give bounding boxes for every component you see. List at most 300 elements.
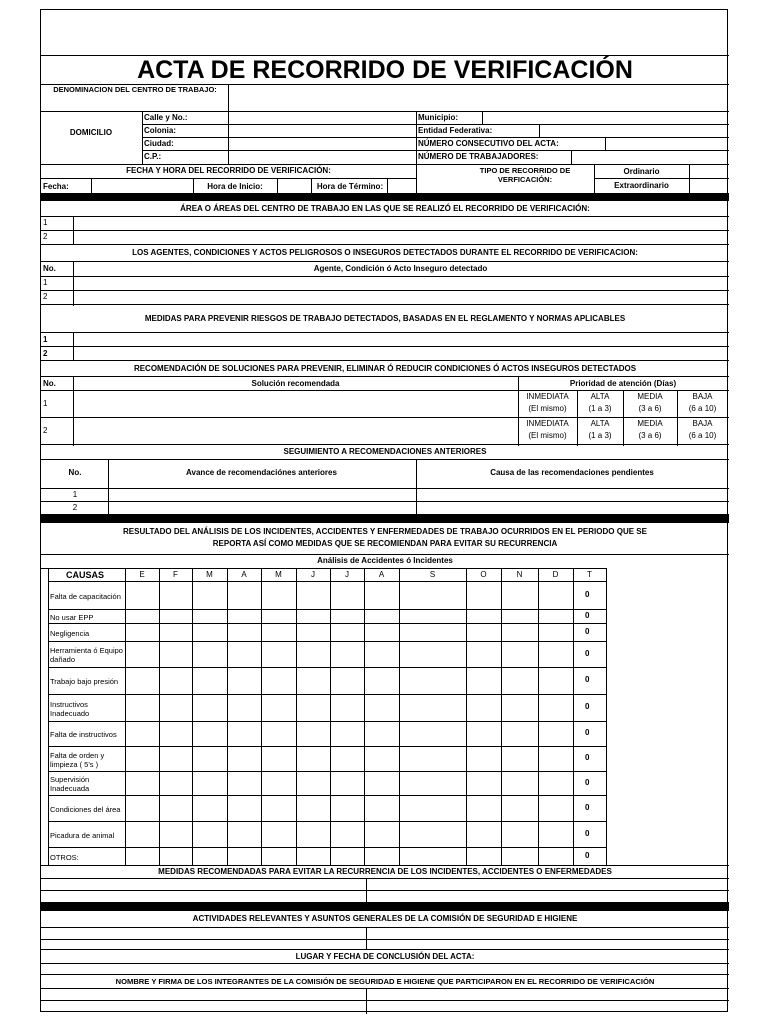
resultado-heading: RESULTADO DEL ANÁLISIS DE LOS INCIDENTES, ACCIDENTES Y ENFERMEDADES DE TRABAJO OCURRIDOS EN EL PERIODO QUE SE: [123, 527, 647, 536]
causa-month-cell[interactable]: [228, 624, 260, 640]
causa-month-cell[interactable]: [160, 722, 191, 745]
causa-month-cell[interactable]: [502, 848, 537, 864]
causa-month-cell[interactable]: [297, 722, 329, 745]
causa-month-cell[interactable]: [331, 722, 363, 745]
month-header: O: [480, 570, 487, 579]
causa-month-cell[interactable]: [539, 772, 572, 794]
month-header: F: [173, 570, 178, 579]
causa-month-cell[interactable]: [502, 668, 537, 693]
header-label: NÚMERO DE TRABAJADORES:: [418, 152, 539, 161]
causa-month-cell[interactable]: [262, 624, 295, 640]
label-denominacion: DENOMINACION DEL CENTRO DE TRABAJO:: [53, 85, 217, 94]
grid-line: [73, 261, 74, 306]
actividades-input[interactable]: [367, 940, 727, 948]
month-header: E: [139, 570, 145, 579]
causa-month-cell[interactable]: [467, 695, 500, 720]
causa-month-cell[interactable]: [297, 822, 329, 846]
grid-line: [142, 111, 143, 165]
agente-input[interactable]: [74, 291, 727, 303]
causa-month-cell[interactable]: [297, 747, 329, 770]
causa-month-cell[interactable]: [365, 822, 398, 846]
causa-month-cell[interactable]: [400, 695, 465, 720]
month-header: J: [311, 570, 315, 579]
grid-line: [41, 974, 729, 975]
causa-month-cell[interactable]: [228, 610, 260, 622]
causa-month-cell[interactable]: [400, 624, 465, 640]
row-number: 2: [72, 503, 78, 512]
causa-month-cell[interactable]: [126, 610, 158, 622]
causa-month-cell[interactable]: [467, 582, 500, 608]
causa-month-cell[interactable]: [400, 772, 465, 794]
causa-month-cell[interactable]: [193, 822, 226, 846]
priority-range: (3 a 6): [638, 431, 662, 440]
causa-month-cell[interactable]: [365, 772, 398, 794]
causa-month-cell[interactable]: [228, 668, 260, 693]
causa-month-cell[interactable]: [193, 610, 226, 622]
causa-month-cell[interactable]: [331, 747, 363, 770]
causa-month-cell[interactable]: [331, 610, 363, 622]
grid-line: [73, 332, 74, 361]
causa-month-cell[interactable]: [160, 796, 191, 820]
causa-month-cell[interactable]: [365, 722, 398, 745]
grid-line: [577, 390, 578, 446]
causa-month-cell[interactable]: [400, 642, 465, 666]
firmas-heading: NOMBRE Y FIRMA DE LOS INTEGRANTES DE LA COMISIÓN DE SEGURIDAD E HIGIENE QUE PARTICIPARON EN EL RECORRIDO DE VERIFICACIÓN: [115, 977, 655, 986]
section-divider-bar: [41, 515, 729, 523]
causa-month-cell[interactable]: [262, 642, 295, 666]
causa-month-cell[interactable]: [262, 772, 295, 794]
causa-month-cell[interactable]: [539, 642, 572, 666]
domicilio-label: Calle y No.:: [144, 113, 188, 122]
causa-label: Herramienta ó Equipo dañado: [50, 646, 123, 664]
causa-month-cell[interactable]: [331, 582, 363, 608]
priority-alta: ALTA: [590, 419, 610, 428]
causa-month-cell[interactable]: [539, 747, 572, 770]
causa-month-cell[interactable]: [297, 624, 329, 640]
row-number: 2: [43, 349, 48, 358]
causa-month-cell[interactable]: [262, 822, 295, 846]
firma-field[interactable]: [42, 1001, 365, 1012]
priority-range: (6 a 10): [688, 431, 717, 440]
verification-form: [40, 9, 728, 1012]
causa-label: Picadura de animal: [50, 830, 115, 840]
causa-label: Supervisión Inadecuada: [50, 775, 90, 793]
causa-month-cell[interactable]: [400, 796, 465, 820]
causa-month-cell[interactable]: [467, 610, 500, 622]
firma-field[interactable]: [42, 989, 365, 999]
recurrencia-input[interactable]: [367, 879, 727, 889]
causa-month-cell[interactable]: [467, 848, 500, 864]
causa-label: Falta de capacitación: [50, 591, 121, 601]
hora-inicio-input[interactable]: [278, 179, 310, 192]
causa-month-cell[interactable]: [228, 695, 260, 720]
grid-line: [41, 164, 729, 165]
causa-month-cell[interactable]: [297, 848, 329, 864]
causa-month-cell[interactable]: [262, 695, 295, 720]
domicilio-label: Ciudad:: [144, 139, 174, 148]
causa-month-cell[interactable]: [467, 822, 500, 846]
causa-total: 0: [585, 803, 590, 812]
label-fecha-hora: FECHA Y HORA DEL RECORRIDO DE VERIFICACIÓN:: [126, 166, 331, 175]
causa-month-cell[interactable]: [502, 610, 537, 622]
trabajadores-input[interactable]: [572, 151, 727, 163]
causa-month-cell[interactable]: [502, 796, 537, 820]
firma-field[interactable]: [367, 989, 727, 999]
medida-input[interactable]: [74, 347, 727, 359]
causa-month-cell[interactable]: [331, 822, 363, 846]
consecutivo-input[interactable]: [606, 138, 727, 149]
label-extraordinario: Extraordinario: [614, 181, 669, 190]
causa-total: 0: [585, 753, 590, 762]
avance-input[interactable]: [109, 489, 415, 500]
grid-line: [41, 360, 729, 361]
colonia-input[interactable]: [229, 125, 415, 136]
causa-month-cell[interactable]: [467, 642, 500, 666]
causa-month-cell[interactable]: [160, 668, 191, 693]
causa-month-cell[interactable]: [160, 747, 191, 770]
causa-month-cell[interactable]: [400, 610, 465, 622]
causa-month-cell[interactable]: [160, 582, 191, 608]
causa-month-cell[interactable]: [539, 822, 572, 846]
grid-line: [41, 244, 729, 245]
recurrencia-input[interactable]: [42, 891, 365, 901]
priority-range: (3 a 6): [638, 404, 662, 413]
causa-month-cell[interactable]: [502, 722, 537, 745]
avance-input[interactable]: [109, 502, 415, 513]
causa-month-cell[interactable]: [467, 722, 500, 745]
areas-heading: ÁREA O ÁREAS DEL CENTRO DE TRABAJO EN LAS QUE SE REALIZÓ EL RECORRIDO DE VERIFICACIÓN:: [180, 204, 590, 213]
grid-line: [311, 178, 312, 194]
causa-month-cell[interactable]: [400, 747, 465, 770]
col-no: No.: [68, 468, 82, 477]
actividades-input[interactable]: [367, 928, 727, 938]
grid-line: [416, 164, 417, 194]
denominacion-input[interactable]: [229, 85, 727, 110]
month-header: D: [552, 570, 559, 579]
causa-month-cell[interactable]: [365, 747, 398, 770]
causa-month-cell[interactable]: [331, 772, 363, 794]
grid-line: [41, 459, 729, 460]
causa-month-cell[interactable]: [365, 642, 398, 666]
lugar-fecha-input[interactable]: [42, 964, 727, 973]
solucion-input[interactable]: [74, 391, 517, 416]
causa-month-cell[interactable]: [331, 642, 363, 666]
causa-month-cell[interactable]: [502, 582, 537, 608]
causa-month-cell[interactable]: [400, 722, 465, 745]
row-number: 1: [43, 218, 48, 227]
medidas-heading: MEDIDAS PARA PREVENIR RIESGOS DE TRABAJO DETECTADOS, BASADAS EN EL REGLAMENTO Y NORMAS APLICABLES: [144, 314, 626, 323]
causa-month-cell[interactable]: [126, 642, 158, 666]
causa-month-cell[interactable]: [400, 668, 465, 693]
causa-month-cell[interactable]: [262, 582, 295, 608]
actividades-heading: ACTIVIDADES RELEVANTES Y ASUNTOS GENERALES DE LA COMISIÓN DE SEGURIDAD E HIGIENE: [192, 914, 578, 923]
causa-month-cell[interactable]: [262, 610, 295, 622]
causa-month-cell[interactable]: [502, 624, 537, 640]
causa-month-cell[interactable]: [262, 747, 295, 770]
causa-month-cell[interactable]: [160, 848, 191, 864]
col-causa: Causa de las recomendaciones pendientes: [490, 468, 654, 477]
causa-input[interactable]: [417, 489, 727, 500]
row-number: 1: [43, 278, 48, 287]
causa-month-cell[interactable]: [400, 848, 465, 864]
causa-month-cell[interactable]: [400, 822, 465, 846]
causa-total: 0: [585, 702, 590, 711]
causa-month-cell[interactable]: [539, 848, 572, 864]
causa-month-cell[interactable]: [539, 722, 572, 745]
causa-month-cell[interactable]: [539, 796, 572, 820]
causa-month-cell[interactable]: [262, 668, 295, 693]
section-divider-bar: [41, 193, 729, 201]
grid-line: [41, 261, 729, 262]
causa-input[interactable]: [417, 502, 727, 513]
causa-month-cell[interactable]: [193, 848, 226, 864]
causa-month-cell[interactable]: [539, 624, 572, 640]
calle-input[interactable]: [229, 112, 415, 123]
causa-month-cell[interactable]: [467, 668, 500, 693]
causa-month-cell[interactable]: [228, 642, 260, 666]
row-number: 2: [43, 292, 48, 301]
grid-line: [73, 216, 74, 245]
lugar-fecha-heading: LUGAR Y FECHA DE CONCLUSIÓN DEL ACTA:: [295, 952, 475, 961]
recomendacion-heading: RECOMENDACIÓN DE SOLUCIONES PARA PREVENIR, ELIMINAR Ó REDUCIR CONDICIONES Ó ACTOS INSEGUROS DETECTADOS: [133, 364, 637, 373]
causa-month-cell[interactable]: [297, 610, 329, 622]
firma-field[interactable]: [367, 1001, 727, 1012]
causa-total: 0: [585, 611, 590, 620]
causa-month-cell[interactable]: [193, 624, 226, 640]
causa-month-cell[interactable]: [297, 668, 329, 693]
label-ordinario: Ordinario: [623, 167, 660, 176]
causa-month-cell[interactable]: [193, 582, 226, 608]
causa-month-cell[interactable]: [228, 582, 260, 608]
causa-month-cell[interactable]: [262, 796, 295, 820]
grid-line: [41, 304, 729, 305]
hora-termino-input[interactable]: [388, 179, 415, 192]
col-agente: Agente, Condición ó Acto Inseguro detectado: [313, 264, 488, 273]
grid-line: [623, 390, 624, 446]
causa-month-cell[interactable]: [365, 668, 398, 693]
resultado-heading: REPORTA ASÍ COMO MEDIDAS QUE SE RECOMIENDAN PARA EVITAR SU RECURRENCIA: [212, 539, 558, 548]
causa-month-cell[interactable]: [297, 642, 329, 666]
causa-month-cell[interactable]: [193, 695, 226, 720]
col-avance: Avance de recomendaciónes anteriores: [186, 468, 337, 477]
causa-month-cell[interactable]: [126, 822, 158, 846]
causa-month-cell[interactable]: [331, 668, 363, 693]
causa-month-cell[interactable]: [126, 796, 158, 820]
grid-line: [193, 178, 194, 194]
causa-total: 0: [585, 590, 590, 599]
causa-month-cell[interactable]: [502, 747, 537, 770]
causa-month-cell[interactable]: [502, 772, 537, 794]
header-label: NÚMERO CONSECUTIVO DEL ACTA:: [418, 139, 559, 148]
causa-month-cell[interactable]: [160, 772, 191, 794]
causa-month-cell[interactable]: [331, 695, 363, 720]
causa-month-cell[interactable]: [193, 668, 226, 693]
grid-line: [41, 949, 729, 950]
fecha-input[interactable]: [92, 179, 192, 192]
causa-label: Falta de instructivos: [50, 730, 117, 739]
row-number: 1: [43, 399, 48, 408]
month-header: A: [378, 570, 385, 579]
entidad-input[interactable]: [540, 125, 727, 136]
causa-month-cell[interactable]: [539, 582, 572, 608]
month-header: T: [587, 570, 592, 579]
ciudad-input[interactable]: [229, 138, 415, 149]
causa-month-cell[interactable]: [365, 624, 398, 640]
label-fecha: Fecha:: [43, 182, 69, 191]
seguimiento-heading: SEGUIMIENTO A RECOMENDACIONES ANTERIORES: [283, 447, 487, 456]
area-input[interactable]: [74, 231, 727, 243]
causa-label: Instructivos Inadecuado: [50, 699, 90, 718]
causa-label: Condiciones del área: [50, 804, 121, 814]
row-number: 2: [43, 232, 48, 241]
causa-month-cell[interactable]: [228, 848, 260, 864]
causa-month-cell[interactable]: [502, 642, 537, 666]
causa-month-cell[interactable]: [365, 848, 398, 864]
causa-total: 0: [585, 778, 590, 787]
priority-baja: BAJA: [692, 419, 713, 428]
label-hora-inicio: Hora de Inicio:: [207, 182, 263, 191]
causa-total: 0: [585, 851, 590, 860]
causa-month-cell[interactable]: [331, 796, 363, 820]
month-header: S: [429, 570, 436, 579]
form-title: ACTA DE RECORRIDO DE VERIFICACIÓN: [137, 56, 633, 84]
causa-month-cell[interactable]: [193, 747, 226, 770]
causa-month-cell[interactable]: [193, 642, 226, 666]
causa-month-cell[interactable]: [126, 668, 158, 693]
domicilio-label: Colonia:: [144, 126, 176, 135]
extraordinario-checkbox[interactable]: [690, 179, 727, 192]
grid-line: [41, 865, 729, 866]
causa-month-cell[interactable]: [502, 695, 537, 720]
causa-month-cell[interactable]: [193, 796, 226, 820]
priority-alta: ALTA: [590, 392, 610, 401]
causa-month-cell[interactable]: [126, 722, 158, 745]
analisis-subheading: Análisis de Accidentes ó Incidentes: [317, 556, 453, 565]
causa-total: 0: [585, 829, 590, 838]
grid-line: [416, 111, 417, 165]
priority-range: (El mismo): [528, 431, 567, 440]
causa-month-cell[interactable]: [160, 624, 191, 640]
agente-input[interactable]: [74, 277, 727, 289]
cp-input[interactable]: [229, 151, 415, 163]
municipio-input[interactable]: [483, 112, 727, 123]
causa-month-cell[interactable]: [331, 848, 363, 864]
causa-month-cell[interactable]: [539, 668, 572, 693]
causa-month-cell[interactable]: [126, 772, 158, 794]
causa-month-cell[interactable]: [297, 796, 329, 820]
recurrencia-input[interactable]: [42, 879, 365, 889]
month-header: J: [345, 570, 349, 579]
priority-media: MEDIA: [637, 419, 663, 428]
causa-month-cell[interactable]: [160, 642, 191, 666]
causa-label: OTROS:: [50, 852, 79, 862]
causa-month-cell[interactable]: [262, 722, 295, 745]
causa-month-cell[interactable]: [297, 582, 329, 608]
causa-month-cell[interactable]: [297, 695, 329, 720]
causa-month-cell[interactable]: [228, 722, 260, 745]
header-label: Municipio:: [418, 113, 458, 122]
col-no: No.: [43, 379, 56, 388]
causa-month-cell[interactable]: [228, 822, 260, 846]
month-header: M: [275, 570, 282, 579]
causa-month-cell[interactable]: [126, 624, 158, 640]
causa-month-cell[interactable]: [228, 772, 260, 794]
grid-line: [41, 554, 729, 555]
month-header: N: [516, 570, 523, 579]
causa-month-cell[interactable]: [193, 722, 226, 745]
causa-month-cell[interactable]: [467, 624, 500, 640]
causa-month-cell[interactable]: [228, 796, 260, 820]
section-divider-bar: [41, 902, 729, 911]
causa-month-cell[interactable]: [365, 695, 398, 720]
priority-inmediata: INMEDIATA: [526, 419, 569, 428]
col-causas: CAUSAS: [65, 570, 104, 580]
priority-range: (6 a 10): [688, 404, 717, 413]
causa-month-cell[interactable]: [539, 695, 572, 720]
causa-month-cell[interactable]: [331, 624, 363, 640]
actividades-input[interactable]: [42, 940, 365, 948]
medida-input[interactable]: [74, 333, 727, 345]
causa-month-cell[interactable]: [126, 747, 158, 770]
causa-month-cell[interactable]: [160, 822, 191, 846]
label-domicilio: DOMICILIO: [69, 128, 113, 137]
row-number: 1: [43, 335, 48, 344]
grid-line: [677, 390, 678, 446]
priority-range: (El mismo): [528, 404, 567, 413]
causa-month-cell[interactable]: [262, 848, 295, 864]
header-label: Entidad Federativa:: [418, 126, 493, 135]
label-hora-termino: Hora de Término:: [316, 182, 384, 191]
priority-inmediata: INMEDIATA: [526, 392, 569, 401]
label-tipo-recorrido: TIPO DE RECORRIDO DE VERFICACIÓN:: [479, 166, 571, 184]
col-solucion: Solución recomendada: [251, 379, 340, 388]
causa-month-cell[interactable]: [365, 582, 398, 608]
causa-month-cell[interactable]: [126, 582, 158, 608]
month-header: A: [241, 570, 247, 579]
causa-total: 0: [585, 675, 590, 684]
row-number: 2: [43, 426, 48, 435]
causa-month-cell[interactable]: [539, 610, 572, 622]
causa-total: 0: [585, 627, 590, 636]
causa-month-cell[interactable]: [160, 610, 191, 622]
causa-month-cell[interactable]: [467, 747, 500, 770]
area-input[interactable]: [74, 217, 727, 229]
agentes-heading: LOS AGENTES, CONDICIONES Y ACTOS PELIGROSOS O INSEGUROS DETECTADOS DURANTE EL RECORRIDO DE VERIFICACION:: [132, 248, 638, 257]
col-prioridad: Prioridad de atención (Días): [569, 379, 677, 388]
month-header: M: [206, 570, 213, 579]
grid-line: [41, 444, 729, 445]
recurrencia-input[interactable]: [367, 891, 727, 901]
causa-month-cell[interactable]: [467, 772, 500, 794]
causa-month-cell[interactable]: [467, 796, 500, 820]
grid-line: [41, 376, 729, 377]
causa-month-cell[interactable]: [228, 747, 260, 770]
actividades-input[interactable]: [42, 928, 365, 938]
priority-media: MEDIA: [637, 392, 663, 401]
causa-month-cell[interactable]: [502, 822, 537, 846]
causa-month-cell[interactable]: [400, 582, 465, 608]
causa-month-cell[interactable]: [297, 772, 329, 794]
ordinario-checkbox[interactable]: [690, 165, 727, 177]
solucion-input[interactable]: [74, 418, 517, 443]
causa-month-cell[interactable]: [126, 848, 158, 864]
causa-month-cell[interactable]: [126, 695, 158, 720]
causa-label: No usar EPP: [50, 612, 94, 622]
causa-month-cell[interactable]: [193, 772, 226, 794]
causa-month-cell[interactable]: [365, 610, 398, 622]
causa-month-cell[interactable]: [365, 796, 398, 820]
causa-month-cell[interactable]: [160, 695, 191, 720]
